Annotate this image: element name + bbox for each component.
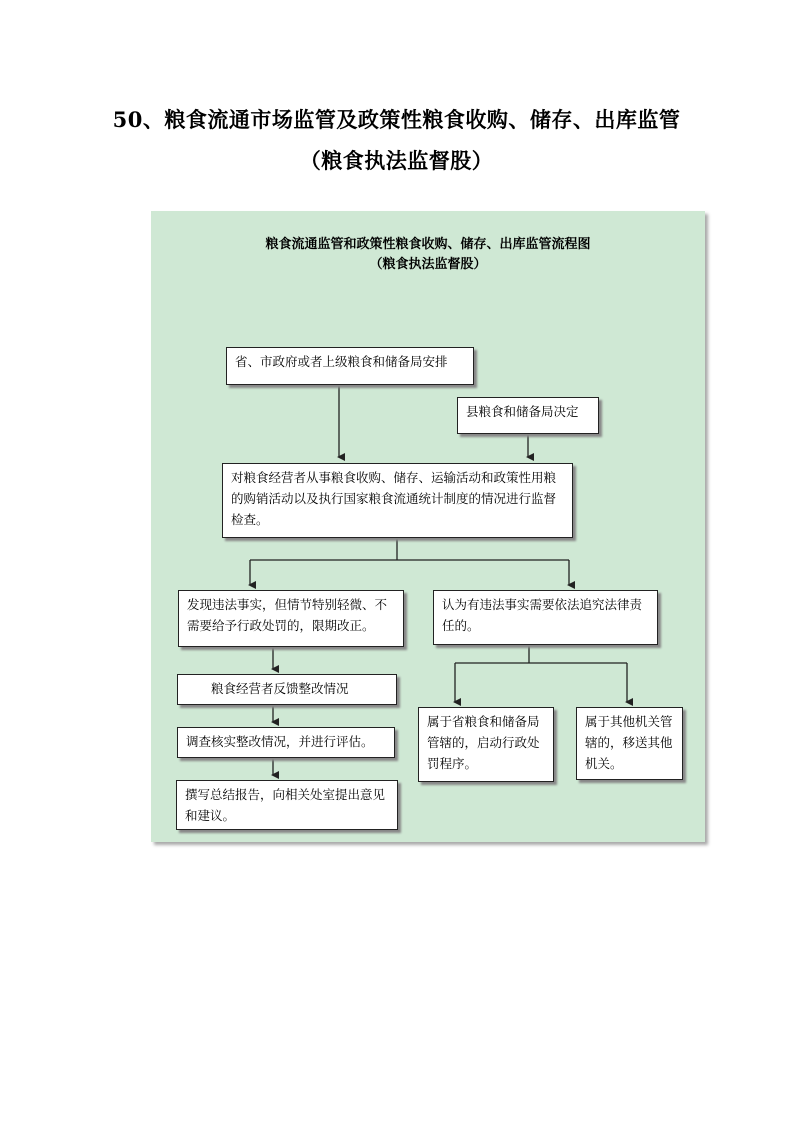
flowchart-title: 粮食流通监管和政策性粮食收购、储存、出库监管流程图: [265, 237, 591, 252]
flowchart-subtitle: （粮食执法监督股）: [369, 257, 487, 272]
page-subtitle: （粮食执法监督股）: [299, 148, 494, 173]
node-supervision-inspection: 对粮食经营者从事粮食收购、储存、运输活动和政策性用粮的购销活动以及执行国家粮食流通统计制度的情况进行监督检查。: [222, 463, 573, 538]
flowchart-panel: [151, 211, 705, 842]
page-title: 50、粮食流通市场监管及政策性粮食收购、储存、出库监管: [112, 107, 681, 132]
node-bureau-jurisdiction: 属于省粮食和储备局管辖的，启动行政处罚程序。: [418, 707, 554, 782]
node-other-agency: 属于其他机关管辖的，移送其他机关。: [576, 707, 683, 780]
node-operator-feedback: 粮食经营者反馈整改情况: [177, 674, 397, 705]
node-provincial-arrangement: 省、市政府或者上级粮食和储备局安排: [226, 347, 474, 385]
node-verify-rectification: 调查核实整改情况，并进行评估。: [177, 727, 395, 758]
node-county-decision: 县粮食和储备局决定: [457, 397, 599, 434]
node-minor-violation: 发现违法事实，但情节特别轻微、不需要给予行政处罚的，限期改正。: [178, 590, 404, 647]
node-legal-liability: 认为有违法事实需要依法追究法律责任的。: [433, 590, 658, 645]
node-write-summary: 撰写总结报告，向相关处室提出意见和建议。: [176, 780, 398, 830]
